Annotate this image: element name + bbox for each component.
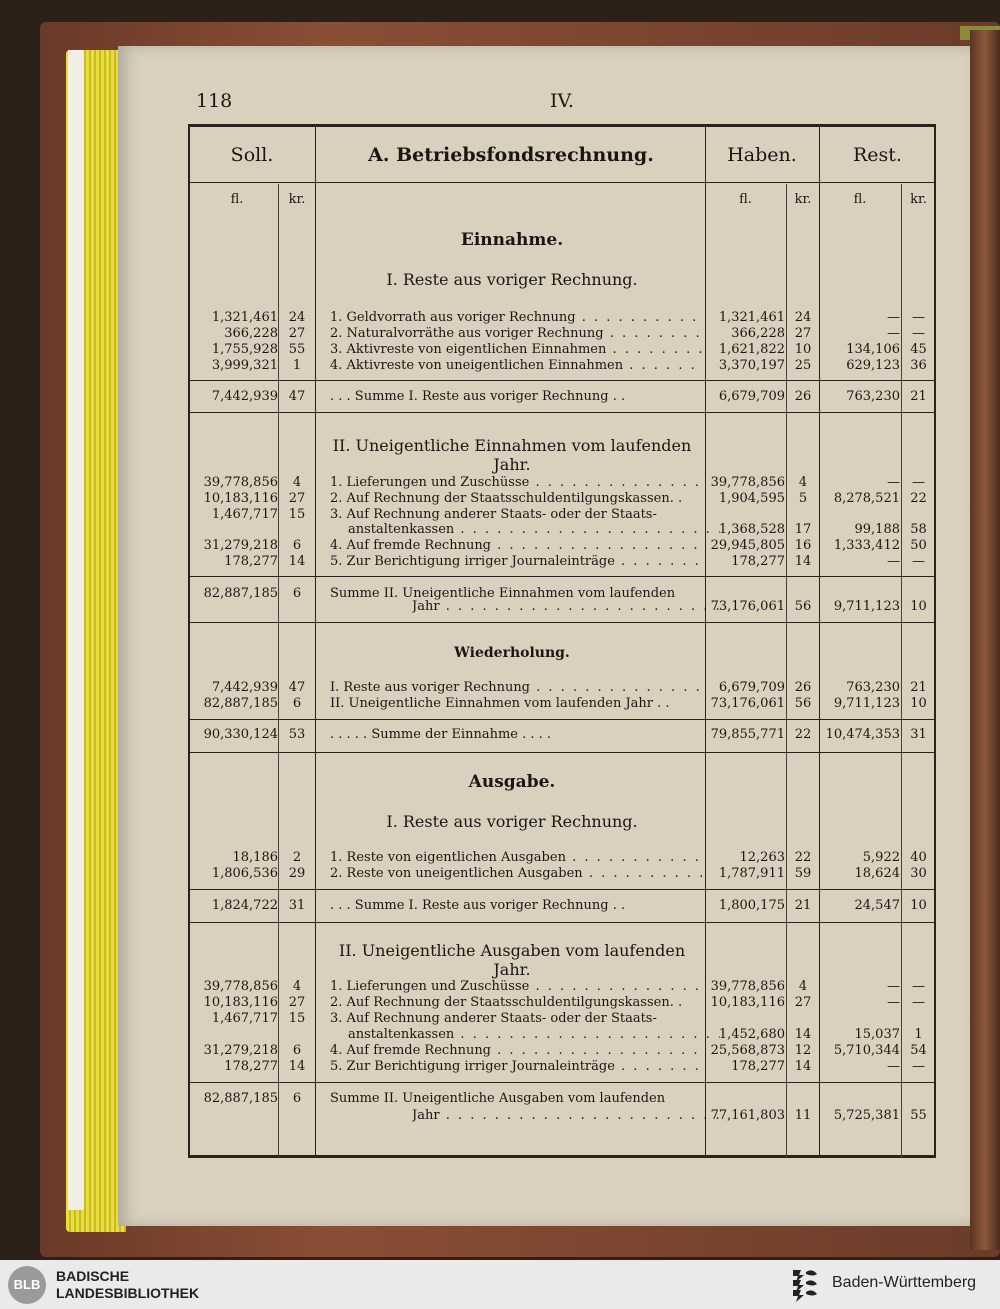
- soll-fl: 1,467,717: [211, 507, 278, 522]
- sum-row: [0, 898, 1000, 914]
- soll-fl: 31,279,218: [203, 1043, 278, 1058]
- soll-kr: 6: [292, 696, 302, 711]
- haben-kr: 21: [794, 898, 812, 913]
- sum-row: [0, 599, 1000, 615]
- row-description: . . . Summe I. Reste aus voriger Rechnung . .: [330, 389, 626, 404]
- row-description: anstaltenkassen . . .: [348, 522, 720, 538]
- sum-rule: [188, 622, 936, 623]
- section-einnahme: Einnahme.: [460, 230, 564, 250]
- haben-kr: 12: [794, 1043, 812, 1058]
- rest-fl: 5,710,344: [833, 1043, 900, 1058]
- row-description: 3. Auf Rechnung anderer Staats- oder der Staats-: [330, 1011, 657, 1026]
- haben-kr: 16: [794, 538, 812, 553]
- soll-kr: 1: [292, 358, 302, 373]
- header-rest: Rest.: [853, 144, 902, 166]
- soll-fl: 1,321,461: [211, 310, 278, 325]
- rest-kr: 31: [910, 727, 927, 742]
- soll-fl: 178,277: [224, 1059, 278, 1074]
- rest-fl: —: [887, 995, 900, 1010]
- soll-kr: 4: [292, 475, 302, 490]
- unit-rest-kr: kr.: [910, 192, 927, 207]
- rest-fl: —: [887, 326, 900, 341]
- haben-kr: 26: [794, 680, 812, 695]
- haben-kr: 4: [798, 979, 808, 994]
- page-number: 118: [196, 90, 233, 112]
- row-description: 4. Auf fremde Rechnung . . .: [330, 1043, 702, 1059]
- haben-fl: 1,787,911: [718, 866, 785, 881]
- haben-fl: 1,321,461: [718, 310, 785, 325]
- row-description: Jahr . . .: [412, 1108, 784, 1124]
- rest-fl: 10,474,353: [825, 727, 900, 742]
- soll-kr: 15: [288, 507, 306, 522]
- soll-fl: 90,330,124: [203, 727, 278, 742]
- sum-rule: [188, 922, 936, 923]
- soll-kr: 27: [288, 491, 306, 506]
- rest-kr: —: [912, 326, 925, 341]
- haben-fl: 178,277: [731, 554, 785, 569]
- soll-kr: 14: [288, 554, 306, 569]
- haben-fl: 39,778,856: [710, 979, 785, 994]
- row-description: 2. Naturalvorräthe aus voriger Rechnung . . .: [330, 326, 702, 342]
- soll-kr: 6: [292, 1091, 302, 1106]
- blb-logo: BLB: [8, 1266, 46, 1304]
- soll-kr: 14: [288, 1059, 306, 1074]
- rest-fl: 134,106: [846, 342, 900, 357]
- haben-kr: 24: [794, 310, 812, 325]
- row-description: . . . . . Summe der Einnahme . . . .: [330, 727, 552, 742]
- soll-kr: 47: [288, 389, 306, 404]
- row-description: anstaltenkassen . . .: [348, 1027, 720, 1043]
- row-description: 3. Auf Rechnung anderer Staats- oder der Staats-: [330, 507, 657, 522]
- rest-kr: 40: [910, 850, 927, 865]
- footer-bar: [0, 1260, 1000, 1309]
- rest-fl: 8,278,521: [833, 491, 900, 506]
- soll-kr: 55: [288, 342, 306, 357]
- table-row: [0, 866, 1000, 882]
- rest-kr: 10: [910, 898, 927, 913]
- haben-fl: 12,263: [739, 850, 785, 865]
- row-description: 3. Aktivreste von eigentlichen Einnahmen . . .: [330, 342, 702, 358]
- table-row: [0, 995, 1000, 1011]
- haben-fl: 366,228: [731, 326, 785, 341]
- soll-kr: 6: [292, 586, 302, 601]
- rest-kr: —: [912, 554, 925, 569]
- soll-fl: 82,887,185: [203, 1091, 278, 1106]
- table-row: [0, 696, 1000, 712]
- row-description: 1. Lieferungen und Zuschüsse . . .: [330, 979, 702, 995]
- state-name: Baden-Württemberg: [832, 1274, 977, 1291]
- soll-kr: 6: [292, 538, 302, 553]
- rest-fl: 24,547: [854, 898, 900, 913]
- haben-kr: 59: [794, 866, 812, 881]
- rest-kr: 10: [910, 696, 927, 711]
- rest-kr: 30: [910, 866, 927, 881]
- haben-fl: 1,621,822: [718, 342, 785, 357]
- rest-kr: 1: [914, 1027, 923, 1042]
- table-row: [0, 342, 1000, 358]
- sum-row: [0, 1091, 1000, 1107]
- haben-kr: 56: [794, 696, 812, 711]
- soll-fl: 1,806,536: [211, 866, 278, 881]
- table-row: [0, 310, 1000, 326]
- rest-kr: —: [912, 310, 925, 325]
- rest-fl: —: [887, 1059, 900, 1074]
- row-description: Summe II. Uneigentliche Einnahmen vom laufenden: [330, 586, 676, 601]
- row-description: I. Reste aus voriger Rechnung . . .: [330, 680, 702, 696]
- soll-fl: 366,228: [224, 326, 278, 341]
- haben-kr: 14: [794, 1059, 812, 1074]
- rest-fl: 5,922: [862, 850, 900, 865]
- haben-kr: 14: [794, 554, 812, 569]
- rest-kr: 36: [910, 358, 927, 373]
- soll-kr: 53: [288, 727, 306, 742]
- haben-fl: 73,176,061: [710, 696, 785, 711]
- row-description: 5. Zur Berichtigung irriger Journaleinträge . . .: [330, 1059, 702, 1075]
- header-haben: Haben.: [727, 144, 797, 166]
- unit-soll-kr: kr.: [288, 192, 306, 207]
- header-title: A. Betriebsfondsrechnung.: [368, 144, 654, 166]
- soll-kr: 27: [288, 326, 306, 341]
- haben-kr: 10: [794, 342, 812, 357]
- table-row: [0, 979, 1000, 995]
- table-row: [0, 326, 1000, 342]
- rest-kr: —: [912, 475, 925, 490]
- rest-kr: 58: [910, 522, 927, 537]
- haben-fl: 1,452,680: [718, 1027, 785, 1042]
- row-description: Summe II. Uneigentliche Ausgaben vom laufenden: [330, 1091, 666, 1106]
- header-rule: [188, 182, 936, 183]
- haben-kr: 25: [794, 358, 812, 373]
- table-row: [0, 1043, 1000, 1059]
- row-description: 1. Geldvorrath aus voriger Rechnung . . .: [330, 310, 702, 326]
- table-row: [0, 554, 1000, 570]
- table-row: [0, 538, 1000, 554]
- haben-kr: 27: [794, 995, 812, 1010]
- haben-fl: 10,183,116: [710, 995, 785, 1010]
- soll-fl: 10,183,116: [203, 995, 278, 1010]
- table-row: [0, 680, 1000, 696]
- section-reste-voriger-ausgabe: I. Reste aus voriger Rechnung.: [386, 812, 638, 831]
- rest-fl: 629,123: [846, 358, 900, 373]
- rest-fl: 5,725,381: [833, 1108, 900, 1123]
- library-name: [56, 1268, 199, 1302]
- soll-kr: 4: [292, 979, 302, 994]
- row-description: 1. Reste von eigentlichen Ausgaben . . .: [330, 850, 702, 866]
- haben-kr: 17: [794, 522, 812, 537]
- rest-fl: 18,624: [854, 866, 900, 881]
- haben-fl: 25,568,873: [710, 1043, 785, 1058]
- soll-fl: 82,887,185: [203, 696, 278, 711]
- soll-kr: 2: [292, 850, 302, 865]
- haben-kr: 27: [794, 326, 812, 341]
- library-name-line1: BADISCHE: [56, 1268, 130, 1284]
- rest-kr: 22: [910, 491, 927, 506]
- row-description: 2. Auf Rechnung der Staatsschuldentilgungskassen. .: [330, 491, 683, 506]
- haben-kr: 26: [794, 389, 812, 404]
- sum-rule: [188, 380, 936, 381]
- soll-fl: 178,277: [224, 554, 278, 569]
- rest-kr: 21: [910, 680, 927, 695]
- haben-kr: 14: [794, 1027, 812, 1042]
- soll-fl: 10,183,116: [203, 491, 278, 506]
- sum-rule: [188, 889, 936, 890]
- section-ausgabe: Ausgabe.: [468, 772, 556, 792]
- haben-fl: 1,800,175: [718, 898, 785, 913]
- sum-row: [0, 389, 1000, 405]
- table-row: [0, 475, 1000, 491]
- soll-fl: 1,467,717: [211, 1011, 278, 1026]
- sum-rule: [188, 719, 936, 720]
- haben-fl: 178,277: [731, 1059, 785, 1074]
- haben-fl: 79,855,771: [710, 727, 785, 742]
- rest-fl: 763,230: [846, 389, 900, 404]
- rest-kr: 45: [910, 342, 927, 357]
- table-row: [0, 522, 1000, 538]
- rest-kr: —: [912, 979, 925, 994]
- soll-fl: 7,442,939: [211, 680, 278, 695]
- soll-kr: 6: [292, 1043, 302, 1058]
- table-row: [0, 1027, 1000, 1043]
- section-uneigentliche-einnahmen: II. Uneigentliche Einnahmen vom laufenden Jahr.: [332, 436, 692, 474]
- rest-kr: 10: [910, 599, 927, 614]
- soll-kr: 15: [288, 1011, 306, 1026]
- row-description: . . . Summe I. Reste aus voriger Rechnung . .: [330, 898, 626, 913]
- row-description: 2. Reste von uneigentlichen Ausgaben . . .: [330, 866, 702, 882]
- rest-kr: —: [912, 1059, 925, 1074]
- table-row: [0, 507, 1000, 523]
- rest-kr: 55: [910, 1108, 927, 1123]
- rest-fl: 15,037: [854, 1027, 900, 1042]
- sum-rule: [188, 576, 936, 577]
- rest-kr: —: [912, 995, 925, 1010]
- row-description: 1. Lieferungen und Zuschüsse . . .: [330, 475, 702, 491]
- header-soll: Soll.: [230, 144, 274, 166]
- table-row: [0, 1011, 1000, 1027]
- soll-fl: 82,887,185: [203, 586, 278, 601]
- haben-fl: 1,368,528: [718, 522, 785, 537]
- haben-fl: 3,370,197: [718, 358, 785, 373]
- table-row: [0, 358, 1000, 374]
- section-wiederholung: Wiederholung.: [454, 645, 570, 661]
- haben-fl: 73,176,061: [710, 599, 785, 614]
- soll-fl: 3,999,321: [211, 358, 278, 373]
- row-description: 4. Auf fremde Rechnung . . .: [330, 538, 702, 554]
- table-row: [0, 491, 1000, 507]
- haben-kr: 22: [794, 727, 812, 742]
- rest-fl: 1,333,412: [833, 538, 900, 553]
- soll-fl: 39,778,856: [203, 475, 278, 490]
- sum-row: [0, 1108, 1000, 1124]
- soll-fl: 31,279,218: [203, 538, 278, 553]
- unit-haben-fl: fl.: [739, 192, 752, 207]
- haben-kr: 4: [798, 475, 808, 490]
- rest-fl: —: [887, 475, 900, 490]
- sum-row: [0, 727, 1000, 743]
- haben-fl: 1,904,595: [718, 491, 785, 506]
- rest-kr: 54: [910, 1043, 927, 1058]
- rest-fl: —: [887, 979, 900, 994]
- rest-kr: 50: [910, 538, 927, 553]
- rest-fl: —: [887, 554, 900, 569]
- soll-kr: 24: [288, 310, 306, 325]
- rest-fl: 9,711,123: [833, 696, 900, 711]
- unit-rest-fl: fl.: [853, 192, 867, 207]
- soll-fl: 1,755,928: [211, 342, 278, 357]
- soll-fl: 7,442,939: [211, 389, 278, 404]
- rest-fl: —: [887, 310, 900, 325]
- haben-kr: 5: [798, 491, 808, 506]
- haben-kr: 22: [794, 850, 812, 865]
- sum-rule: [188, 1082, 936, 1083]
- row-description: 5. Zur Berichtigung irriger Journaleinträge . . .: [330, 554, 702, 570]
- haben-fl: 77,161,803: [710, 1108, 785, 1123]
- soll-kr: 31: [288, 898, 306, 913]
- table-row: [0, 1059, 1000, 1075]
- haben-kr: 56: [794, 599, 812, 614]
- unit-haben-kr: kr.: [794, 192, 812, 207]
- library-name-line2: LANDESBIBLIOTHEK: [56, 1285, 200, 1301]
- row-description: Jahr . . .: [412, 599, 784, 615]
- rest-fl: 763,230: [846, 680, 900, 695]
- soll-kr: 29: [288, 866, 306, 881]
- haben-kr: 11: [794, 1108, 812, 1123]
- table-row: [0, 850, 1000, 866]
- soll-fl: 1,824,722: [211, 898, 278, 913]
- haben-fl: 6,679,709: [718, 389, 785, 404]
- sum-rule: [188, 752, 936, 753]
- haben-fl: 39,778,856: [710, 475, 785, 490]
- soll-kr: 47: [288, 680, 306, 695]
- row-description: 4. Aktivreste von uneigentlichen Einnahmen . . .: [330, 358, 702, 374]
- rest-kr: 21: [910, 389, 927, 404]
- rest-fl: 99,188: [854, 522, 900, 537]
- sum-rule: [188, 412, 936, 413]
- soll-fl: 39,778,856: [203, 979, 278, 994]
- chapter-number: IV.: [550, 90, 574, 112]
- haben-fl: 6,679,709: [718, 680, 785, 695]
- row-description: 2. Auf Rechnung der Staatsschuldentilgungskassen. .: [330, 995, 683, 1010]
- soll-kr: 27: [288, 995, 306, 1010]
- row-description: II. Uneigentliche Einnahmen vom laufenden Jahr . .: [330, 696, 670, 711]
- section-reste-voriger: I. Reste aus voriger Rechnung.: [386, 270, 638, 289]
- unit-soll-fl: fl.: [230, 192, 244, 207]
- rest-fl: 9,711,123: [833, 599, 900, 614]
- section-uneigentliche-ausgaben: II. Uneigentliche Ausgaben vom laufenden Jahr.: [338, 941, 686, 979]
- coat-of-arms-icon: [790, 1266, 820, 1302]
- soll-fl: 18,186: [232, 850, 278, 865]
- haben-fl: 29,945,805: [710, 538, 785, 553]
